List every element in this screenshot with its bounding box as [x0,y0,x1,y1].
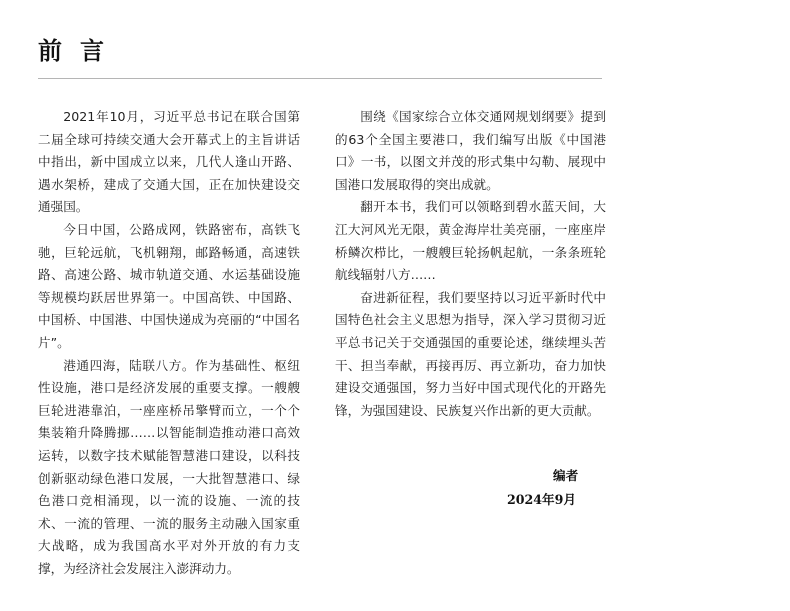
preface-left-column [38,106,300,580]
preface-paragraph: 港通四海，陆联八方。作为基础性、枢纽性设施，港口是经济发展的重要支撑。一艘艘巨轮进港靠泊，一座座桥吊擎臂而立，一个个集装箱升降腾挪……以智能制造推动港口高效运转，以数字技术赋能智慧港口建设，以科技创新驱动绿色港口发展，一大批智慧港口、绿色港口竞相涌现，以一流的设施、一流的技术、一流的管理、一流的服务主动融入国家重大战略，成为我国高水平对外开放的有力支撑，为经济社会发展注入澎湃动力。 [38,357,300,576]
preface-paragraph: 围绕《国家综合立体交通网规划纲要》提到的63个全国主要港口，我们编写出版《中国港口》一书，以图文并茂的形式集中勾勒、展现中国港口发展取得的突出成就。 [335,109,606,192]
title-divider [38,78,602,79]
preface-paragraph: 奋进新征程，我们要坚持以习近平新时代中国特色社会主义思想为指导，深入学习贯彻习近平总书记关于交通强国的重要论述，继续埋头苦干、担当奉献，再接再厉、再立新功，奋力加快建设交通强国，努力当好中国式现代化的开路先锋，为强国建设、民族复兴作出新的更大贡献。 [335,289,606,418]
preface-paragraph: 翻开本书，我们可以领略到碧水蓝天间，大江大河风光无限，黄金海岸壮美亮丽，一座座岸桥鳞次栉比，一艘艘巨轮扬帆起航，一条条班轮航线辐射八方…… [335,199,606,283]
signature-date: 2024年9月 [507,492,577,507]
preface-paragraph: 2021年10月，习近平总书记在联合国第二届全球可持续交通大会开幕式上的主旨讲话中指出，新中国成立以来，几代人逢山开路、遇水架桥，建成了交通大国，正在加快建设交通强国。 [38,109,300,215]
page-title: 前言 [38,37,122,65]
preface-right-column [335,106,606,422]
preface-paragraph: 今日中国，公路成网，铁路密布，高铁飞驰，巨轮远航，飞机翱翔，邮路畅通，高速铁路、高速公路、城市轨道交通、水运基础设施等规模均跃居世界第一。中国高铁、中国路、中国桥、中国港、中国快递成为亮丽的“中国名片”。 [38,221,300,350]
signature-author: 编者 [553,468,579,483]
